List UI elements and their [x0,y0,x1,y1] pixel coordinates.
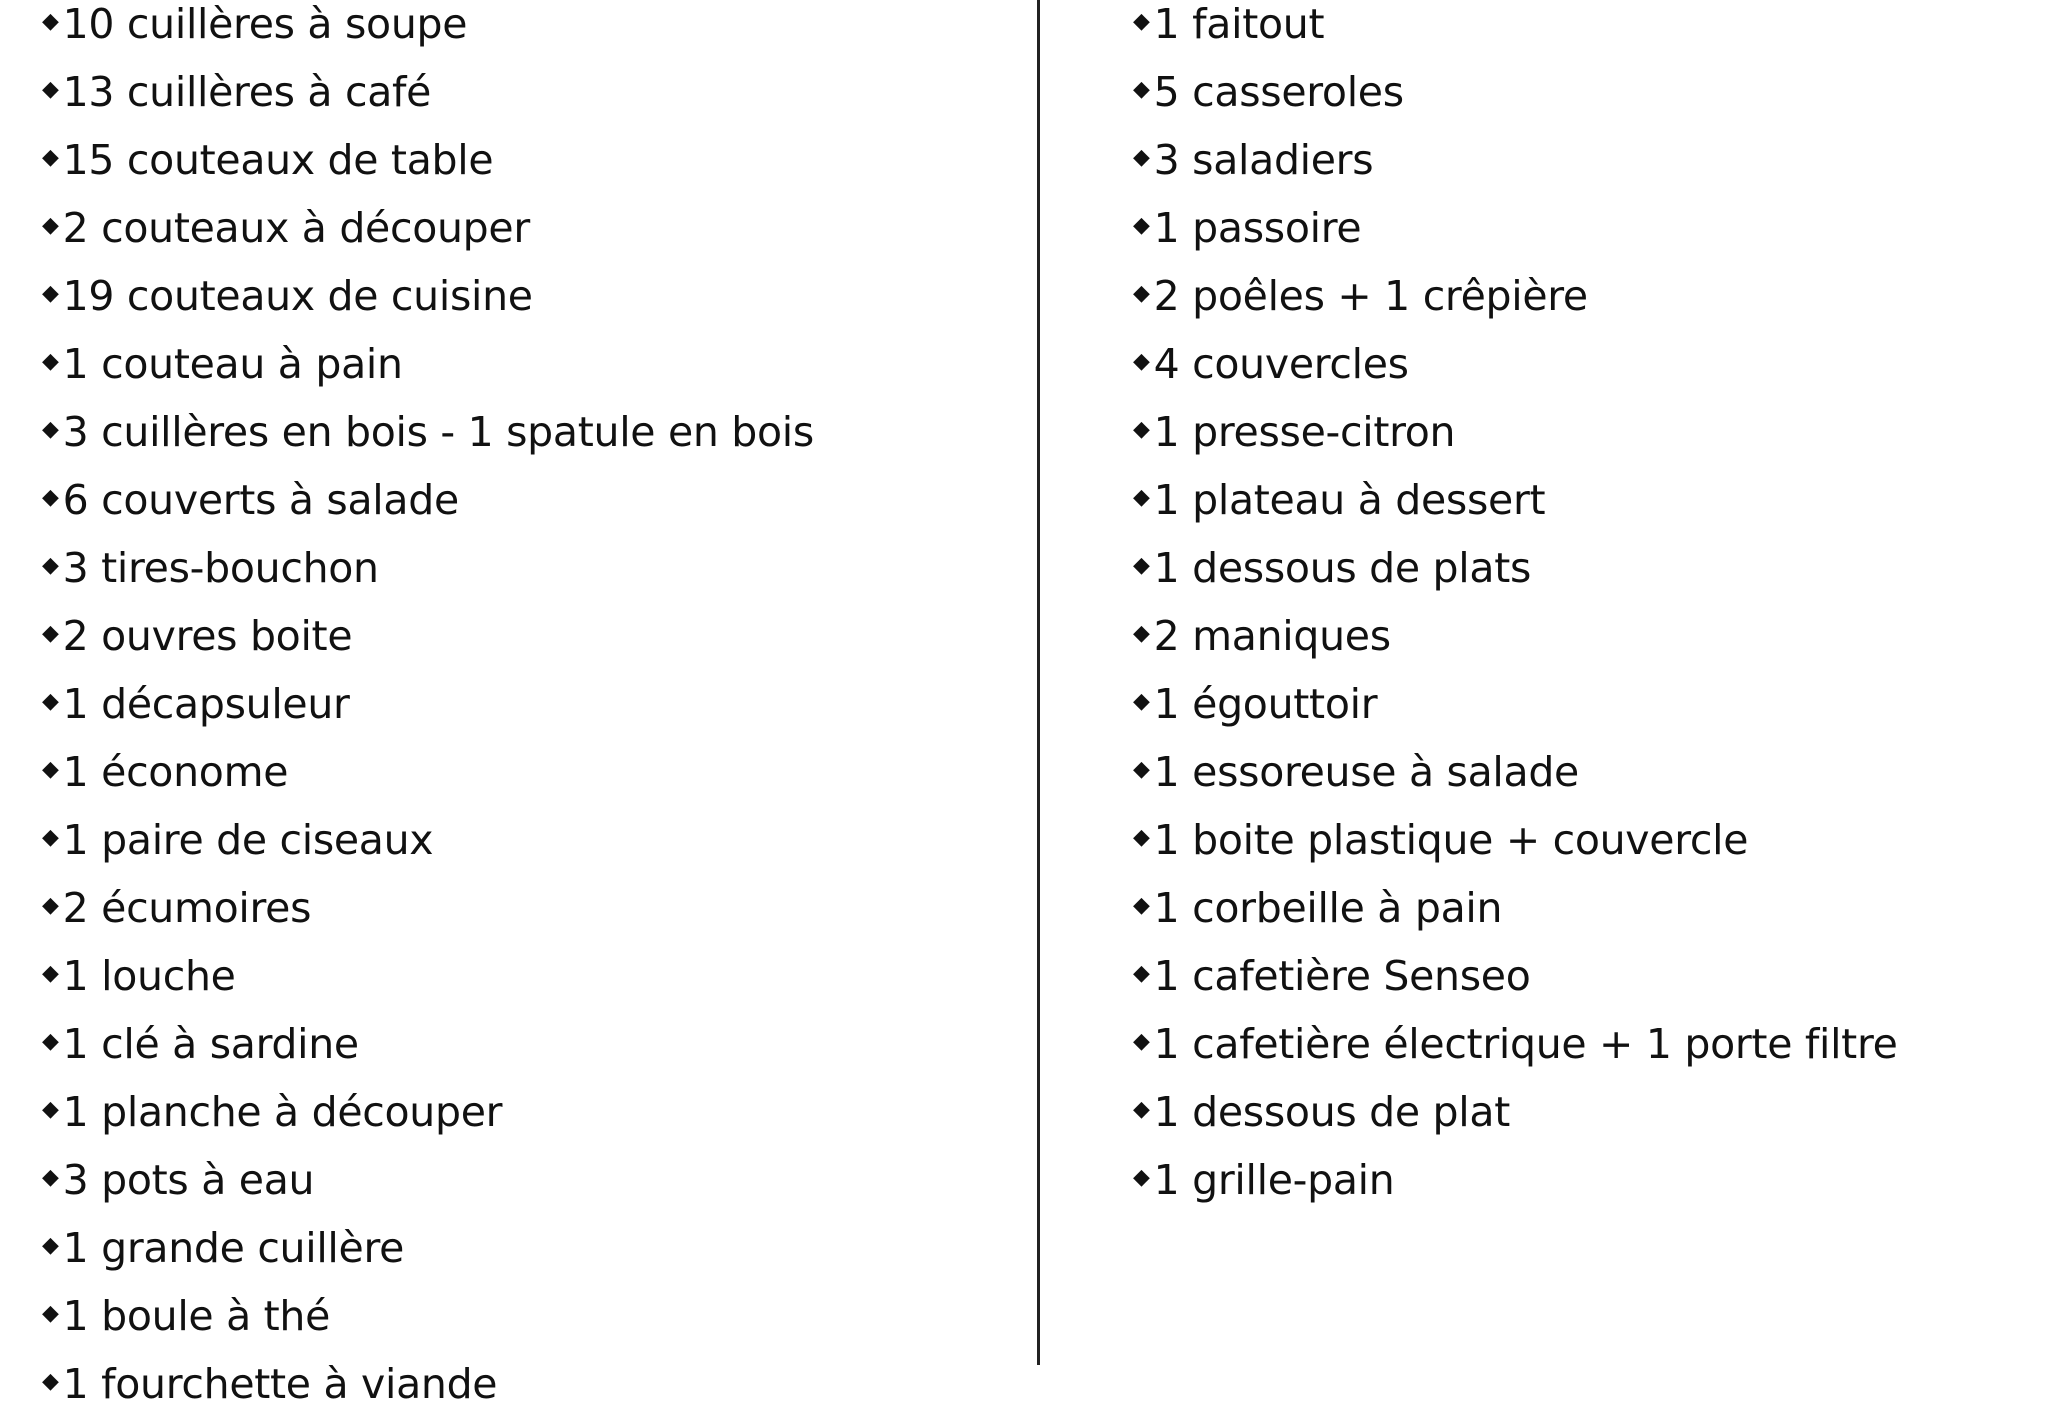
list-item [1133,58,1898,126]
list-item [42,1146,814,1214]
bullet-icon: ◆ [1133,485,1150,510]
bullet-icon: ◆ [42,1233,59,1258]
bullet-icon: ◆ [1133,213,1150,238]
bullet-icon: ◆ [1133,961,1150,986]
item-text: 1 égouttoir [1153,680,1378,728]
item-text: 6 couverts à salade [62,476,459,524]
bullet-icon: ◆ [42,1165,59,1190]
list-item [1133,126,1898,194]
item-text: 19 couteaux de cuisine [62,272,533,320]
bullet-icon: ◆ [1133,417,1150,442]
list-item [42,398,814,466]
item-text: 1 décapsuleur [62,680,350,728]
item-text: 2 écumoires [62,884,312,932]
item-text: 1 fourchette à viande [62,1360,498,1408]
list-item [42,874,814,942]
bullet-icon: ◆ [1133,757,1150,782]
bullet-icon: ◆ [42,1301,59,1326]
bullet-icon: ◆ [1133,9,1150,34]
list-item [42,194,814,262]
list-item [1133,942,1898,1010]
list-item [42,0,814,58]
bullet-icon: ◆ [42,77,59,102]
list-item [42,1078,814,1146]
bullet-icon: ◆ [42,1029,59,1054]
item-text: 2 poêles + 1 crêpière [1153,272,1588,320]
item-text: 2 ouvres boite [62,612,353,660]
bullet-icon: ◆ [42,1369,59,1394]
bullet-icon: ◆ [42,417,59,442]
bullet-icon: ◆ [1133,893,1150,918]
bullet-icon: ◆ [1133,77,1150,102]
bullet-icon: ◆ [42,553,59,578]
bullet-icon: ◆ [42,349,59,374]
list-item [42,58,814,126]
item-text: 1 plateau à dessert [1153,476,1546,524]
item-text: 1 presse-citron [1153,408,1456,456]
item-text: 4 couvercles [1153,340,1409,388]
item-text: 1 boite plastique + couvercle [1153,816,1749,864]
left-column-list [42,0,814,1418]
list-item [1133,738,1898,806]
item-text: 1 faitout [1153,0,1325,48]
list-item [42,1350,814,1418]
item-text: 2 maniques [1153,612,1391,660]
bullet-icon: ◆ [1133,281,1150,306]
column-divider [1037,0,1040,1365]
list-item [1133,194,1898,262]
right-column-list [1133,0,1898,1214]
bullet-icon: ◆ [42,825,59,850]
item-text: 3 saladiers [1153,136,1374,184]
bullet-icon: ◆ [42,145,59,170]
item-text: 15 couteaux de table [62,136,494,184]
list-item [1133,534,1898,602]
item-text: 1 clé à sardine [62,1020,359,1068]
bullet-icon: ◆ [42,689,59,714]
bullet-icon: ◆ [1133,145,1150,170]
list-item [42,330,814,398]
list-item [1133,1078,1898,1146]
item-text: 3 cuillères en bois - 1 spatule en bois [62,408,814,456]
item-text: 5 casseroles [1153,68,1404,116]
item-text: 1 cafetière électrique + 1 porte filtre [1153,1020,1898,1068]
bullet-icon: ◆ [1133,689,1150,714]
list-item [42,466,814,534]
item-text: 1 grille-pain [1153,1156,1395,1204]
bullet-icon: ◆ [1133,349,1150,374]
item-text: 1 dessous de plats [1153,544,1532,592]
item-text: 3 tires-bouchon [62,544,379,592]
bullet-icon: ◆ [42,621,59,646]
bullet-icon: ◆ [1133,553,1150,578]
list-item [1133,262,1898,330]
item-text: 1 passoire [1153,204,1362,252]
list-item [1133,602,1898,670]
bullet-icon: ◆ [42,213,59,238]
bullet-icon: ◆ [42,485,59,510]
list-item [42,602,814,670]
item-text: 1 dessous de plat [1153,1088,1510,1136]
item-text: 1 paire de ciseaux [62,816,434,864]
list-item [42,262,814,330]
list-item [42,534,814,602]
bullet-icon: ◆ [1133,1029,1150,1054]
bullet-icon: ◆ [42,757,59,782]
list-item [42,738,814,806]
list-item [42,1010,814,1078]
bullet-icon: ◆ [42,281,59,306]
item-text: 3 pots à eau [62,1156,315,1204]
list-item [1133,874,1898,942]
bullet-icon: ◆ [42,961,59,986]
item-text: 10 cuillères à soupe [62,0,468,48]
item-text: 1 louche [62,952,236,1000]
item-text: 1 boule à thé [62,1292,331,1340]
bullet-icon: ◆ [1133,621,1150,646]
list-item [42,942,814,1010]
bullet-icon: ◆ [1133,1165,1150,1190]
list-item [42,670,814,738]
bullet-icon: ◆ [42,9,59,34]
list-item [1133,806,1898,874]
item-text: 1 corbeille à pain [1153,884,1503,932]
list-item [1133,1146,1898,1214]
bullet-icon: ◆ [1133,1097,1150,1122]
list-item [42,1282,814,1350]
list-item [1133,1010,1898,1078]
list-item [1133,0,1898,58]
item-text: 1 économe [62,748,289,796]
item-text: 1 planche à découper [62,1088,503,1136]
list-item [1133,398,1898,466]
list-item [1133,670,1898,738]
item-text: 1 cafetière Senseo [1153,952,1531,1000]
list-item [42,126,814,194]
bullet-icon: ◆ [42,893,59,918]
item-text: 1 grande cuillère [62,1224,405,1272]
bullet-icon: ◆ [42,1097,59,1122]
list-item [42,806,814,874]
item-text: 1 couteau à pain [62,340,403,388]
item-text: 1 essoreuse à salade [1153,748,1579,796]
list-item [1133,466,1898,534]
item-text: 13 cuillères à café [62,68,432,116]
bullet-icon: ◆ [1133,825,1150,850]
list-item [42,1214,814,1282]
list-item [1133,330,1898,398]
item-text: 2 couteaux à découper [62,204,530,252]
